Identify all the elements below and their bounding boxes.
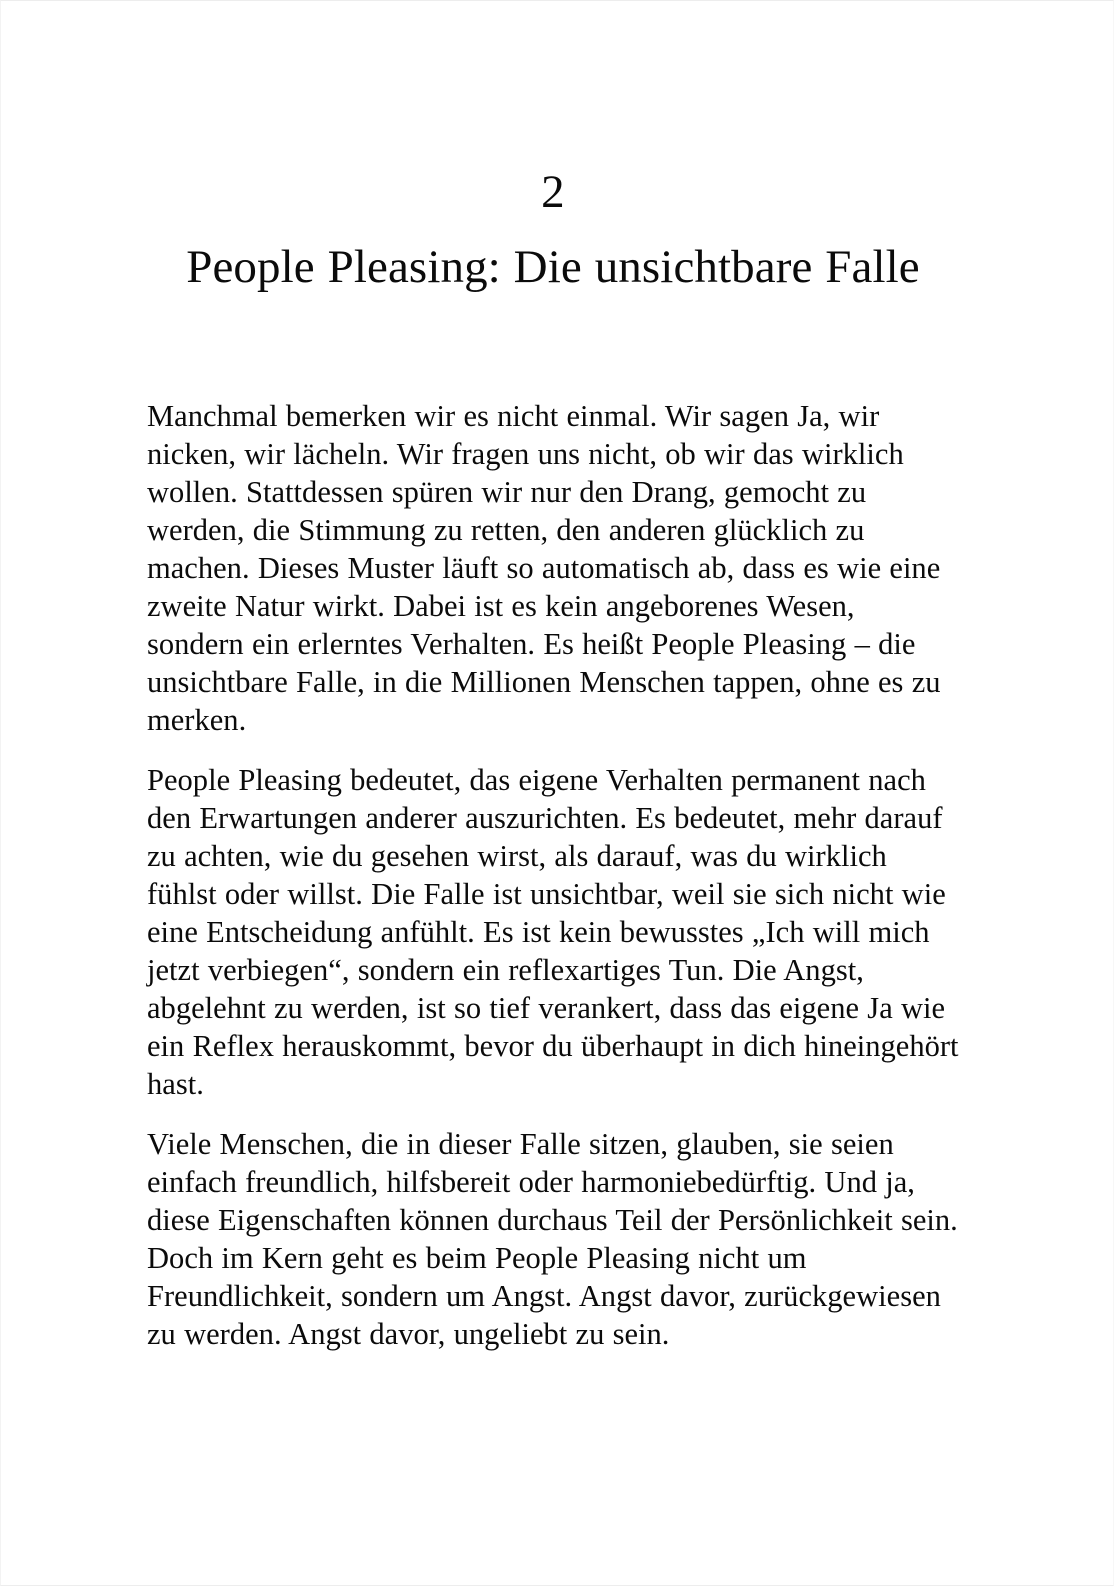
body-paragraph: People Pleasing bedeutet, das eigene Verhalten permanent nach den Erwartungen anderer auszurichten. Es bedeutet, mehr darauf zu achten, wie du gesehen wirst, als darauf, was du wirklich fühlst oder willst. Die Falle ist unsichtbar, weil sie sich nicht wie eine Entscheidung anfühlt. Es ist kein bewusstes „Ich will mich jetzt verbiegen“, sondern ein reflexartiges Tun. Die Angst, abgelehnt zu werden, ist so tief verankert, dass das eigene Ja wie ein Reflex herauskommt, bevor du überhaupt in dich hineingehört hast. xyxy=(147,763,959,1101)
body-paragraph: Manchmal bemerken wir es nicht einmal. Wir sagen Ja, wir nicken, wir lächeln. Wir fragen uns nicht, ob wir das wirklich wollen. Stattdessen spüren wir nur den Drang, gemocht zu werden, die Stimmung zu retten, den anderen glücklich zu machen. Dieses Muster läuft so automatisch ab, dass es wie eine zweite Natur wirkt. Dabei ist es kein angeborenes Wesen, sondern ein erlerntes Verhalten. Es heißt People Pleasing – die unsichtbare Falle, in die Millionen Menschen tappen, ohne es zu merken. xyxy=(147,399,941,737)
body-text xyxy=(147,305,959,1353)
chapter-title: People Pleasing: Die unsichtbare Falle xyxy=(186,241,920,293)
chapter-number: 2 xyxy=(541,166,565,218)
body-paragraph: Viele Menschen, die in dieser Falle sitzen, glauben, sie seien einfach freundlich, hilfsbereit oder harmoniebedürftig. Und ja, diese Eigenschaften können durchaus Teil der Persönlichkeit sein. Doch im Kern geht es beim People Pleasing nicht um Freundlichkeit, sondern um Angst. Angst davor, zurückgewiesen zu werden. Angst davor, ungeliebt zu sein. xyxy=(147,1127,958,1351)
page-content xyxy=(147,1,959,1353)
